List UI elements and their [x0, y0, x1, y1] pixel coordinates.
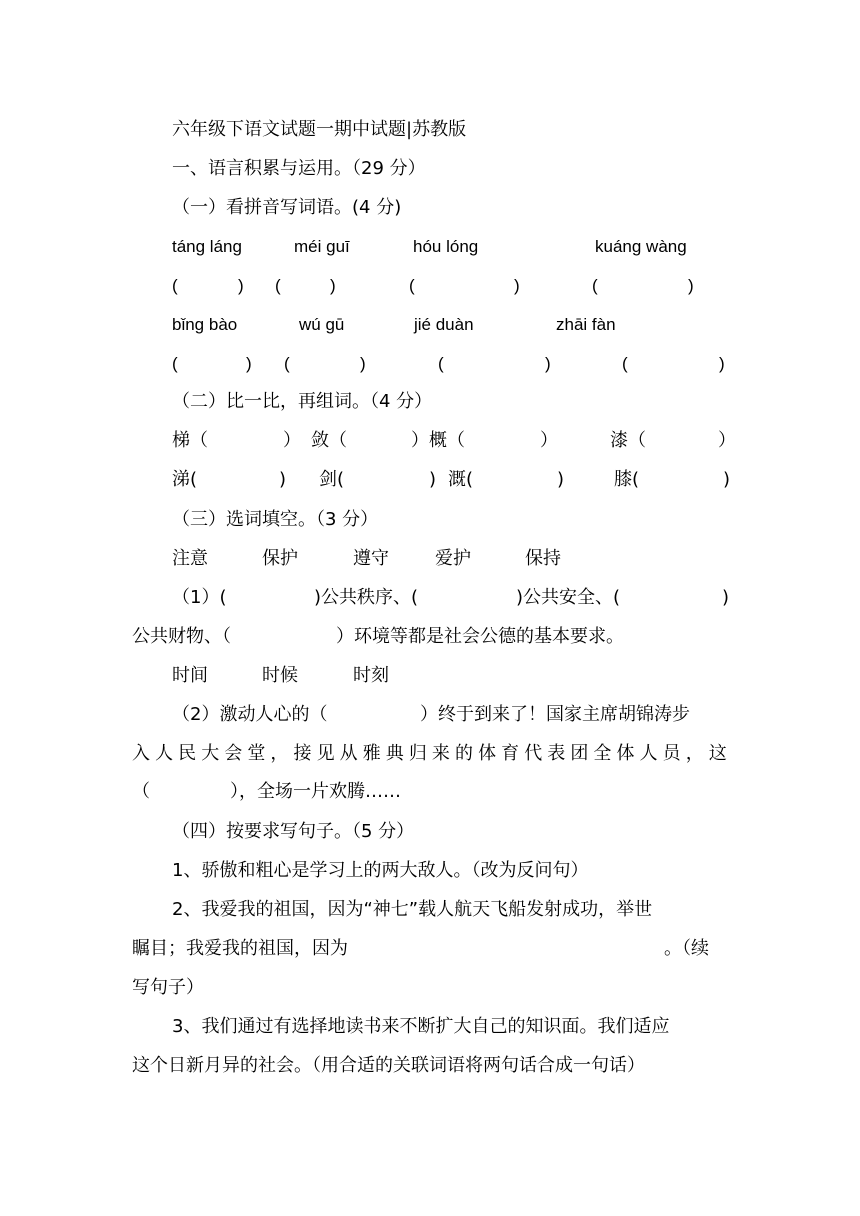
compare-row-2-text: 涕(: [172, 469, 198, 490]
answer-paren-close: ): [246, 354, 252, 373]
fill-q2-text: （: [132, 781, 150, 802]
compare-row-1-text: 敛（: [311, 430, 347, 451]
answer-paren-close: ): [545, 354, 551, 373]
word-choice: 爱护: [435, 548, 471, 569]
part-3-heading: （三）选词填空。（3 分）: [172, 509, 379, 530]
pinyin-item: jié duàn: [414, 315, 474, 334]
sentence-q2: 。（续: [664, 938, 709, 959]
fill-q1-text: ): [722, 587, 730, 608]
word-choice: 时刻: [353, 665, 389, 686]
fill-q1-text: )公共安全、(: [516, 587, 621, 608]
answer-paren-close: ): [688, 276, 694, 295]
pinyin-item: méi guī: [294, 237, 350, 256]
answer-paren-open: (: [438, 354, 444, 373]
section-1-heading: 一、语言积累与运用。（29 分）: [172, 158, 426, 179]
compare-row-1-text: ）: [540, 430, 558, 451]
pinyin-item: bǐng bào: [172, 315, 238, 334]
compare-row-1-text: 梯（: [172, 430, 208, 451]
fill-q1-text: ）环境等都是社会公德的基本要求。: [336, 626, 624, 647]
compare-row-2-text: ): [279, 469, 287, 490]
pinyin-item: wú gū: [299, 315, 345, 334]
sentence-q2: 写句子）: [132, 977, 204, 998]
sentence-q1: 1、骄傲和粗心是学习上的两大敌人。（改为反问句）: [172, 860, 589, 881]
answer-paren-close: ): [719, 354, 725, 373]
compare-row-1-text: ）概（: [411, 430, 465, 451]
fill-q1-text: 公共财物、（: [132, 626, 231, 647]
word-choice: 保护: [262, 548, 298, 569]
fill-q2-text: ），全场一片欢腾……: [230, 781, 401, 802]
answer-paren-open: (: [275, 276, 281, 295]
compare-row-2-text: ): [429, 469, 437, 490]
fill-q1-text: （1）(: [172, 587, 227, 608]
part-1-heading: （一）看拼音写词语。(4 分): [172, 197, 402, 218]
fill-q1-text: )公共秩序、(: [314, 587, 419, 608]
answer-paren-close: ): [330, 276, 336, 295]
fill-q2-text: （2）激动人心的（: [172, 704, 328, 725]
compare-row-2-text: 剑(: [319, 469, 345, 490]
answer-paren-close: ): [360, 354, 366, 373]
document-title: 六年级下语文试题一期中试题|苏教版: [172, 119, 467, 140]
answer-paren-close: ): [238, 276, 244, 295]
word-choice: 时间: [172, 665, 208, 686]
pinyin-item: hóu lóng: [413, 237, 479, 256]
sentence-q3: 3、我们通过有选择地读书来不断扩大自己的知识面。我们适应: [172, 1016, 670, 1037]
compare-row-1-text: ）: [718, 430, 736, 451]
compare-row-1-text: ）: [283, 430, 301, 451]
part-4-heading: （四）按要求写句子。（5 分）: [172, 821, 415, 842]
compare-row-1-text: 漆（: [610, 430, 646, 451]
word-choice: 时候: [262, 665, 298, 686]
fill-q2-text: ）终于到来了！国家主席胡锦涛步: [420, 704, 690, 725]
sentence-q2: 瞩目；我爱我的祖国，因为: [132, 938, 348, 959]
pinyin-item: zhāi fàn: [556, 315, 616, 334]
answer-paren-close: ): [514, 276, 520, 295]
word-choice: 注意: [172, 548, 208, 569]
answer-paren-open: (: [592, 276, 598, 295]
compare-row-2-text: ): [557, 469, 565, 490]
compare-row-2-text: ): [723, 469, 731, 490]
compare-row-2-text: 溉(: [448, 469, 474, 490]
answer-paren-open: (: [172, 354, 178, 373]
answer-paren-open: (: [622, 354, 628, 373]
answer-paren-open: (: [284, 354, 290, 373]
word-choice: 保持: [525, 548, 561, 569]
fill-q2-text: 入人民大会堂，接见从雅典归来的体育代表团全体人员，这: [132, 743, 730, 764]
part-2-heading: （二）比一比，再组词。（4 分）: [172, 391, 433, 412]
compare-row-2-text: 膝(: [614, 469, 640, 490]
pinyin-item: táng láng: [172, 237, 242, 256]
pinyin-item: kuáng wàng: [595, 237, 687, 256]
answer-paren-open: (: [409, 276, 415, 295]
sentence-q2: 2、我爱我的祖国，因为“神七”载人航天飞船发射成功，举世: [172, 899, 653, 920]
sentence-q3: 这个日新月异的社会。（用合适的关联词语将两句话合成一句话）: [132, 1055, 645, 1076]
word-choice: 遵守: [353, 548, 389, 569]
answer-paren-open: (: [172, 276, 178, 295]
